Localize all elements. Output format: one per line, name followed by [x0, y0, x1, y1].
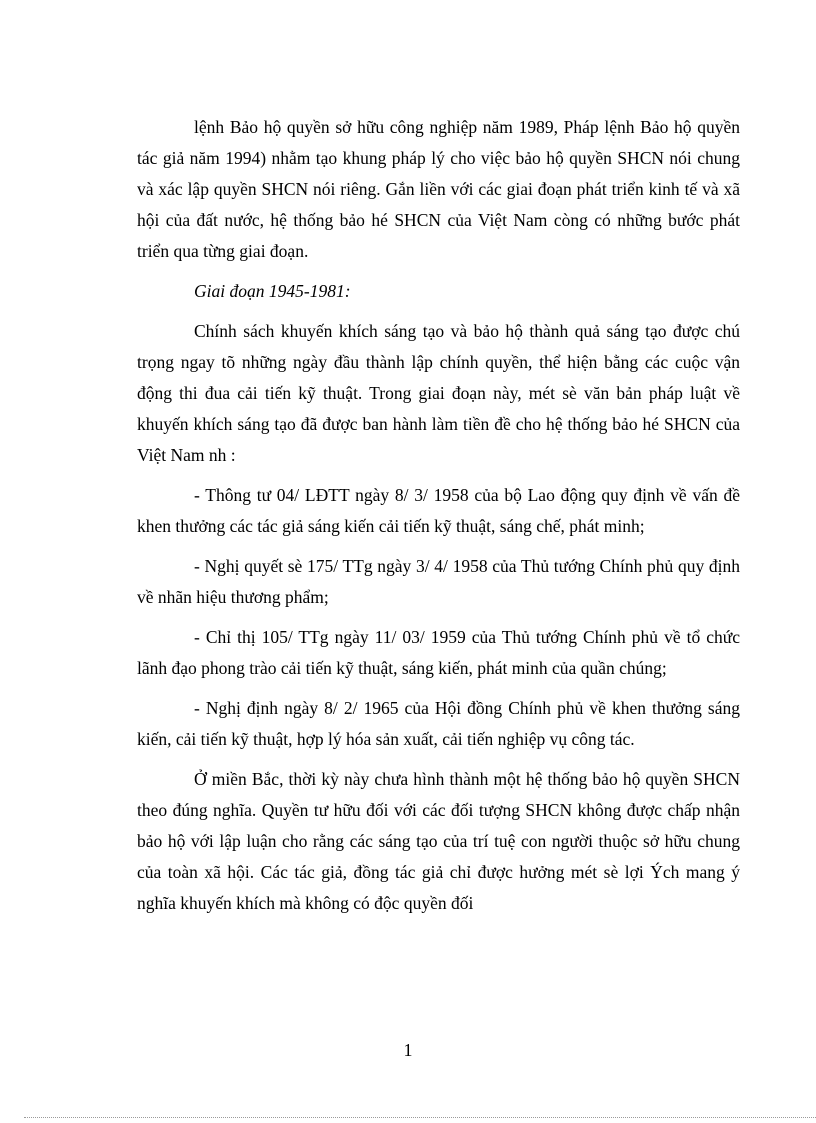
list-item: - Nghị định ngày 8/ 2/ 1965 của Hội đồng Chính phủ về khen thưởng sáng kiến, cải tiến kỹ thuật, hợp lý hóa sản xuất, cải tiến nghiệp vụ công tác. [137, 698, 740, 749]
list-item: - Nghị quyết sè 175/ TTg ngày 3/ 4/ 1958 của Thủ tướng Chính phủ quy định về nhãn hiệu thương phẩm; [137, 556, 740, 607]
paragraph-intro: lệnh Bảo hộ quyền sở hữu công nghiệp năm 1989, Pháp lệnh Bảo hộ quyền tác giả năm 1994) nhằm tạo khung pháp lý cho việc bảo hộ quyền SHCN nói chung và xác lập quyền SHCN nói riêng. Gắn liền với các giai đoạn phát triển kinh tế và xã hội của đất nước, hệ thống bảo hé SHCN của Việt Nam còng có những bước phát triển qua từng giai đoạn. [137, 117, 740, 261]
paragraph-north: Ở miền Bắc, thời kỳ này chưa hình thành một hệ thống bảo hộ quyền SHCN theo đúng nghĩa. Quyền tư hữu đối với các đối tượng SHCN không được chấp nhận bảo hộ với lập luận cho rằng các sáng tạo của trí tuệ con người thuộc sở hữu chung của toàn xã hội. Các tác giả, đồng tác giả chỉ được hưởng mét sè lợi Ých mang ý nghĩa khuyến khích mà không có độc quyền đối [137, 769, 740, 913]
page-bottom-divider [24, 1117, 816, 1118]
document-body [137, 112, 740, 928]
list-item: - Chỉ thị 105/ TTg ngày 11/ 03/ 1959 của Thủ tướng Chính phủ về tổ chức lãnh đạo phong trào cải tiến kỹ thuật, sáng kiến, phát minh của quần chúng; [137, 627, 740, 678]
section-heading: Giai đoạn 1945-1981: [194, 281, 351, 301]
page-number: 1 [403, 1040, 413, 1060]
paragraph-policy: Chính sách khuyến khích sáng tạo và bảo hộ thành quả sáng tạo được chú trọng ngay tõ những ngày đầu thành lập chính quyền, thể hiện bằng các cuộc vận động thi đua cải tiến kỹ thuật. Trong giai đoạn này, mét sè văn bản pháp luật về khuyến khích sáng tạo đã được ban hành làm tiền đề cho hệ thống bảo hé SHCN của Việt Nam nh : [137, 321, 740, 465]
list-item: - Thông tư 04/ LĐTT ngày 8/ 3/ 1958 của bộ Lao động quy định về vấn đề khen thưởng các tác giả sáng kiến cải tiến kỹ thuật, sáng chế, phát minh; [137, 485, 740, 536]
